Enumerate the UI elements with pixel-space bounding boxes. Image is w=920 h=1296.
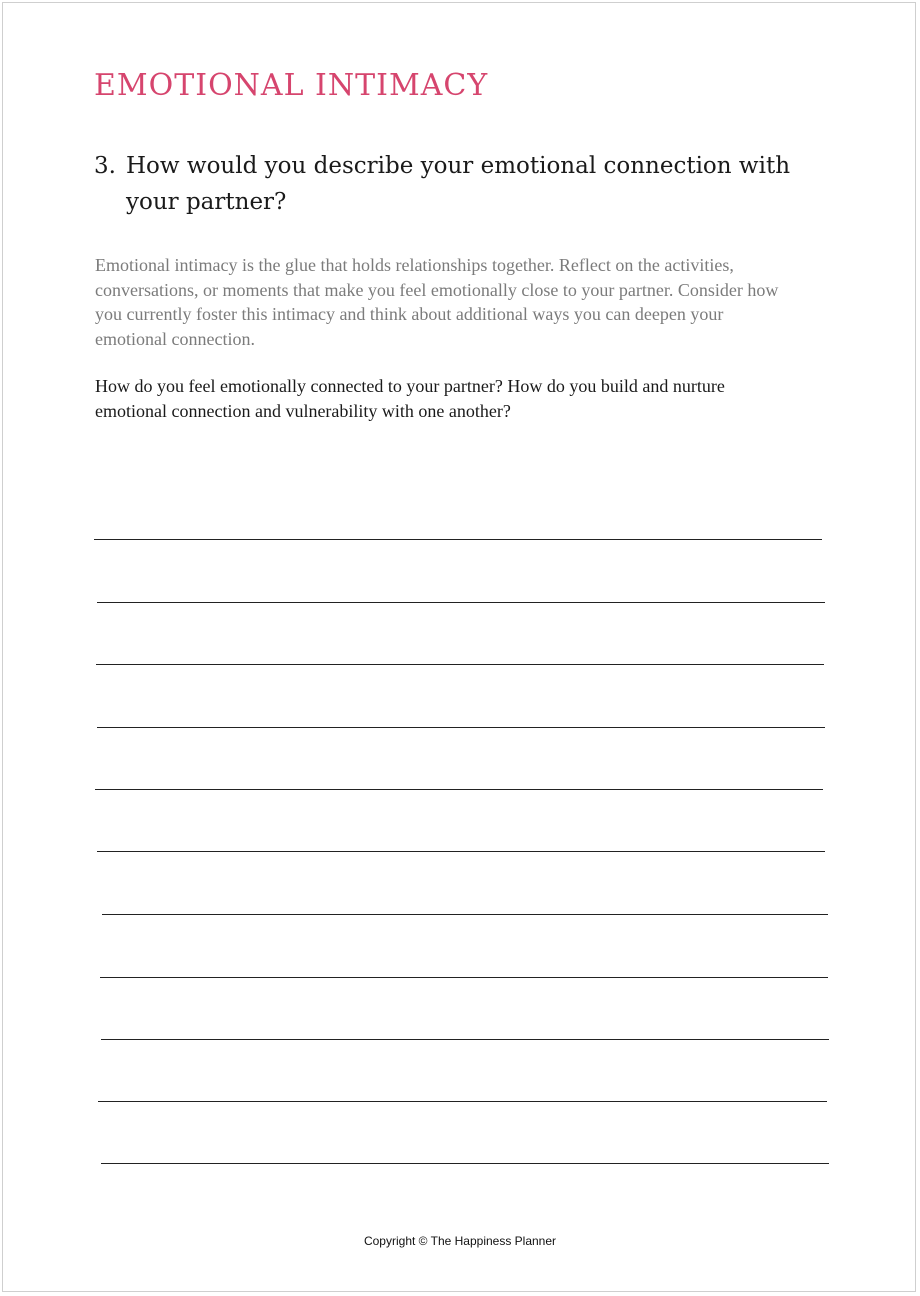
answer-line[interactable] — [97, 851, 825, 852]
answer-line[interactable] — [101, 1163, 829, 1164]
answer-line[interactable] — [97, 602, 825, 603]
answer-line[interactable] — [96, 664, 824, 665]
answer-line[interactable] — [95, 789, 823, 790]
section-title: EMOTIONAL INTIMACY — [94, 68, 489, 103]
copyright-footer: Copyright © The Happiness Planner — [363, 1234, 557, 1248]
answer-line[interactable] — [97, 727, 825, 728]
answer-line[interactable] — [100, 977, 828, 978]
prompt-question: How do you feel emotionally connected to your partner? How do you build and nurture emotional connection and vulnerability with one another? — [95, 376, 725, 421]
question-text: How would you describe your emotional connection with your partner? — [126, 153, 791, 215]
answer-line[interactable] — [102, 914, 828, 915]
answer-line[interactable] — [94, 539, 822, 540]
answer-line[interactable] — [98, 1101, 827, 1102]
question-heading — [94, 148, 794, 220]
question-number: 3. — [94, 153, 116, 179]
answer-line[interactable] — [101, 1039, 829, 1040]
intro-paragraph: Emotional intimacy is the glue that holds relationships together. Reflect on the activities, conversations, or moments that make you feel emotionally close to your partner. Consider how you currently foster this intimacy and think about additional ways you can deepen your emotional connection. — [95, 255, 779, 349]
